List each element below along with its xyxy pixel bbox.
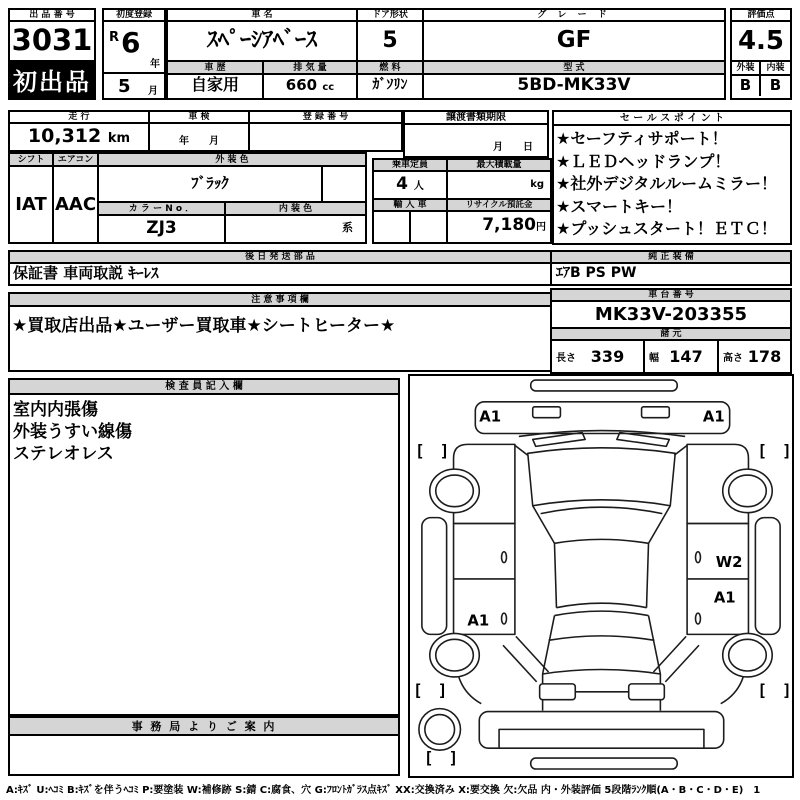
interior-grade-label: 内装	[766, 63, 785, 73]
section-bracket: ]	[439, 441, 450, 461]
registration-year: 6	[121, 26, 141, 59]
recycle-value: 7,180円	[482, 215, 546, 235]
length-value: 339	[590, 347, 625, 366]
capacity-value: 4 人	[374, 172, 448, 198]
chassis-number-value: MK33V-203355	[552, 302, 790, 329]
ship-later-block	[8, 250, 552, 286]
notes-label: 注 意 事 項 欄	[10, 294, 550, 307]
displacement-unit: cc	[322, 82, 335, 93]
sales-points-label: セ ー ル ス ポ イ ン ト	[554, 112, 790, 126]
exterior-grade-label: 外装	[732, 62, 761, 74]
right-headlight	[642, 407, 670, 418]
section-bracket: ]	[782, 441, 792, 461]
model-code-label: 型 式	[424, 62, 724, 75]
registration-month: 5	[118, 76, 131, 97]
height-value: 178	[747, 347, 782, 366]
lot-number-label: 出 品 番 号	[10, 10, 94, 22]
list-line: 外装うすい線傷	[13, 422, 132, 442]
era-prefix: R	[109, 30, 120, 45]
office-info-value	[10, 736, 398, 774]
ship-later-label: 後 日 発 送 部 品	[10, 252, 550, 264]
history-value: 自家用	[190, 75, 239, 94]
fuel-value: ｶﾞｿﾘﾝ	[372, 77, 408, 93]
inspection-label: 車 検	[150, 112, 248, 124]
plate-number-label: 登 録 番 号	[250, 112, 401, 124]
list-line: ★スマートキー！	[556, 196, 683, 216]
inspector-notes-list	[10, 395, 398, 469]
chassis-number-label: 車 台 番 号	[552, 290, 790, 302]
door-shape-label: ドア形状	[358, 10, 422, 22]
damage-marker: A1	[479, 408, 502, 426]
section-bracket: [	[412, 680, 423, 700]
damage-marker: A1	[713, 589, 736, 607]
grade-label: グ レ ー ド	[424, 10, 724, 22]
inspector-notes-label: 検 査 員 記 入 欄	[10, 380, 398, 395]
equipment-block	[550, 250, 792, 286]
dimensions-label: 諸 元	[552, 329, 790, 341]
windshield	[528, 448, 675, 506]
notes-value: ★買取店出品★ユーザー買取車★シートヒーター★	[12, 316, 396, 336]
damage-marker: A1	[702, 408, 725, 426]
color-block	[8, 152, 367, 244]
vehicle-info-block	[166, 8, 726, 100]
height-label: 高さ	[723, 353, 743, 364]
left-sill	[422, 518, 447, 635]
damage-marker: W2	[715, 554, 743, 572]
score-block	[730, 8, 792, 100]
list-line: ★セーフティサポート！	[556, 129, 728, 148]
section-bracket: [	[414, 441, 425, 461]
mileage-value: 10,312 km	[27, 125, 131, 147]
displacement-label: 排 気 量	[264, 62, 356, 75]
inspection-placeholder: 年 月	[179, 136, 219, 147]
damage-code-legend: A:ｷｽﾞ U:ﾍｺﾐ B:ｷｽﾞを伴うﾍｺﾐ P:要塗装 W:補修跡 S:錆 C:腐食、穴 G:ﾌﾛﾝﾄｶﾞﾗｽ点ｷｽﾞ XX:交換済み X:要交換 欠:欠品 内・外装評価 5段階ﾗﾝｸ順(A・B・C・D・E) 1	[6, 785, 761, 796]
payload-label: 最大積載量	[448, 160, 550, 172]
score-label: 評価点	[732, 10, 790, 22]
right-tail-lamp	[629, 684, 665, 700]
chassis-block	[550, 288, 792, 374]
equipment-label: 純 正 装 備	[552, 252, 790, 264]
left-tail-lamp	[540, 684, 576, 700]
door-handle	[696, 552, 701, 563]
equipment-value: ｴｱB PS PW	[556, 265, 637, 281]
left-headlight	[533, 407, 561, 418]
color-number-value: ZJ3	[99, 216, 226, 242]
section-bracket: [	[423, 748, 434, 768]
roof-rear	[554, 611, 648, 615]
left-wiper	[533, 433, 585, 447]
interior-color-label: 内 装 色	[226, 203, 365, 216]
capacity-unit: 人	[413, 181, 424, 192]
front-panel	[475, 402, 729, 434]
color-number-label: カ ラ ー N o ．	[99, 203, 226, 216]
list-line: ステレオレス	[13, 444, 114, 464]
history-label: 車 歴	[168, 62, 262, 75]
section-bracket: [	[757, 680, 767, 700]
ship-later-value: 保証書 車両取説 ｷｰﾚｽ	[13, 264, 159, 282]
front-bumper	[531, 380, 677, 391]
car-diagram-block	[408, 374, 794, 778]
grade-value: GF	[556, 27, 592, 53]
interior-color-value: 系	[342, 221, 353, 234]
list-line: 室内内張傷	[13, 400, 98, 420]
roof-front	[554, 539, 648, 543]
aircon-label: エアコン	[54, 154, 97, 167]
car-name-value: ｽﾍﾟｰｼｱﾍﾞｰｽ	[206, 28, 317, 53]
capacity-block	[372, 158, 552, 244]
inspector-notes-block	[8, 378, 400, 716]
mileage-label: 走 行	[10, 112, 148, 124]
rear-garnish	[531, 758, 677, 769]
lot-number-value: 3031	[11, 23, 93, 57]
door-handle	[696, 613, 701, 624]
sales-points-list	[554, 126, 790, 241]
car-outline	[419, 380, 780, 769]
transfer-docs-block	[403, 110, 549, 158]
aircon-value: AAC	[54, 194, 97, 215]
fuel-label: 燃 料	[358, 62, 422, 75]
sales-points-block	[552, 110, 792, 245]
mileage-row-block	[8, 110, 403, 152]
payload-unit: kg	[530, 179, 544, 190]
shift-value: IAT	[15, 194, 47, 215]
section-bracket: ]	[782, 680, 792, 700]
first-listing-badge: 初出品	[10, 60, 94, 98]
notes-block	[8, 292, 552, 372]
section-bracket: ]	[437, 680, 448, 700]
import-cell-left	[374, 212, 411, 242]
interior-grade-value: B	[769, 76, 782, 94]
import-cell-right	[411, 212, 446, 242]
width-value: 147	[669, 347, 703, 366]
mileage-unit: km	[107, 131, 131, 146]
model-code-value: 5BD-MK33V	[517, 75, 631, 95]
capacity-label: 乗車定員	[374, 160, 448, 172]
recycle-unit: 円	[536, 222, 546, 233]
office-info-block	[8, 716, 400, 776]
section-bracket: ]	[448, 748, 459, 768]
exterior-color-value: ﾌﾞﾗｯｸ	[99, 167, 323, 201]
shift-label: シフト	[10, 154, 52, 167]
import-label: 輸 入 車	[374, 200, 448, 212]
transfer-docs-label: 譲渡書類期限	[405, 112, 547, 125]
score-value: 4.5	[732, 22, 790, 62]
door-handle	[502, 552, 507, 563]
first-registration-label: 初度登録	[104, 10, 164, 22]
rear-window	[543, 670, 661, 674]
right-wiper	[617, 433, 669, 447]
displacement-value: 660 cc	[285, 76, 335, 94]
list-line: ★ＬＥＤヘッドランプ！	[556, 151, 731, 171]
width-label: 幅	[649, 353, 659, 364]
exterior-grade-value: B	[732, 76, 761, 96]
cowl-arc	[541, 507, 663, 513]
right-sill	[755, 518, 780, 635]
list-line: ★社外デジタルルームミラー！	[556, 174, 777, 193]
list-line: ★プッシュスタート！ＥＴＣ！	[556, 219, 777, 238]
year-suffix: 年	[150, 59, 160, 70]
month-suffix: 月	[148, 86, 158, 97]
transfer-docs-placeholder: 月 日	[493, 142, 533, 153]
lot-number-block	[8, 8, 96, 100]
exterior-color-label: 外 装 色	[99, 154, 365, 167]
section-bracket: [	[757, 441, 767, 461]
door-shape-value: 5	[382, 28, 398, 53]
exterior-color-extra-cell	[323, 167, 365, 201]
plate-number-value	[250, 124, 401, 150]
door-handle	[502, 613, 507, 624]
office-info-label: 事 務 局 よ り ご 案 内	[10, 718, 398, 736]
car-name-label: 車 名	[168, 10, 356, 22]
car-diagram-svg	[410, 376, 792, 776]
damage-marker: A1	[467, 612, 490, 630]
first-registration-block	[102, 8, 166, 100]
length-label: 長さ	[556, 353, 576, 364]
recycle-label: リサイクル預託金	[448, 200, 550, 212]
